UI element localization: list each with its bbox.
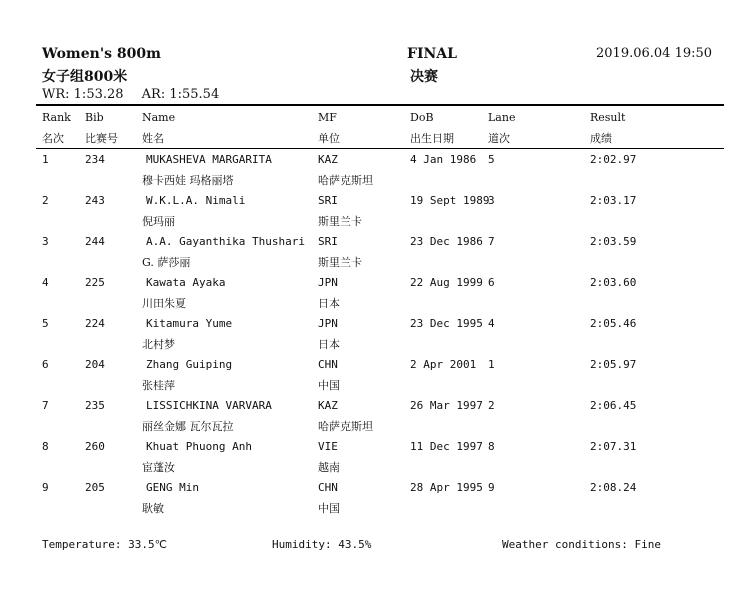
cell-result: 2:03.59	[590, 235, 637, 248]
weather-conditions: Weather conditions: Fine	[502, 538, 661, 551]
cell-lane: 5	[488, 153, 495, 166]
cell-dob: 28 Apr 1995	[410, 481, 483, 494]
cell-mf-zh: 日本	[318, 297, 340, 310]
cell-lane: 9	[488, 481, 495, 494]
cell-mf-zh: 哈萨克斯坦	[318, 420, 373, 433]
cell-mf-zh: 越南	[318, 461, 340, 474]
cell-name-en: GENG Min	[146, 481, 199, 494]
cell-lane: 8	[488, 440, 495, 453]
cell-result: 2:02.97	[590, 153, 637, 166]
cell-lane: 1	[488, 358, 495, 371]
cell-dob: 23 Dec 1986	[410, 235, 483, 248]
cell-bib: 260	[85, 440, 105, 453]
cell-result: 2:06.45	[590, 399, 637, 412]
cell-mf-zh: 斯里兰卡	[318, 256, 362, 269]
cell-bib: 234	[85, 153, 105, 166]
cell-mf-en: VIE	[318, 440, 338, 453]
cell-rank: 9	[42, 481, 49, 494]
cell-mf-zh: 哈萨克斯坦	[318, 174, 373, 187]
asian-record: AR: 1:55.54	[141, 87, 220, 102]
cell-result: 2:07.31	[590, 440, 637, 453]
cell-lane: 3	[488, 194, 495, 207]
cell-rank: 6	[42, 358, 49, 371]
cell-name-en: MUKASHEVA MARGARITA	[146, 153, 272, 166]
col-name-en: Name	[142, 111, 176, 124]
cell-rank: 4	[42, 276, 49, 289]
cell-name-zh: 穆卡西娃 玛格丽塔	[142, 174, 234, 187]
cell-bib: 205	[85, 481, 105, 494]
cell-lane: 6	[488, 276, 495, 289]
cell-name-en: LISSICHKINA VARVARA	[146, 399, 272, 412]
cell-name-zh: 北村梦	[142, 338, 175, 351]
cell-bib: 243	[85, 194, 105, 207]
cell-lane: 7	[488, 235, 495, 248]
cell-lane: 4	[488, 317, 495, 330]
cell-bib: 244	[85, 235, 105, 248]
cell-mf-en: KAZ	[318, 153, 338, 166]
col-bib-zh: 比赛号	[85, 132, 118, 145]
cell-name-en: A.A. Gayanthika Thushari	[146, 235, 305, 248]
col-rank-zh: 名次	[42, 132, 64, 145]
temperature: Temperature: 33.5℃	[42, 538, 167, 551]
cell-rank: 5	[42, 317, 49, 330]
cell-mf-zh: 日本	[318, 338, 340, 351]
cell-name-zh: 宦蓬汝	[142, 461, 175, 474]
cell-mf-en: JPN	[318, 276, 338, 289]
cell-mf-zh: 中国	[318, 502, 340, 515]
cell-name-en: Khuat Phuong Anh	[146, 440, 252, 453]
col-mf-en: MF	[318, 111, 337, 124]
cell-dob: 22 Aug 1999	[410, 276, 483, 289]
event-datetime: 2019.06.04 19:50	[596, 46, 713, 61]
cell-name-zh: 倪玛丽	[142, 215, 175, 228]
col-dob-en: DoB	[410, 111, 434, 124]
cell-rank: 3	[42, 235, 49, 248]
cell-dob: 19 Sept 1989	[410, 194, 490, 207]
cell-result: 2:03.60	[590, 276, 637, 289]
stage-title-zh: 决赛	[410, 69, 438, 85]
header-rule-top	[36, 104, 724, 106]
col-name-zh: 姓名	[142, 132, 164, 145]
cell-name-zh: G. 萨莎丽	[142, 256, 191, 269]
col-result-en: Result	[590, 111, 626, 124]
records-line	[42, 87, 233, 102]
cell-mf-en: CHN	[318, 358, 338, 371]
cell-name-en: W.K.L.A. Nimali	[146, 194, 246, 207]
cell-name-en: Zhang Guiping	[146, 358, 233, 371]
col-rank-en: Rank	[42, 111, 71, 124]
col-bib-en: Bib	[85, 111, 104, 124]
cell-bib: 235	[85, 399, 105, 412]
cell-dob: 26 Mar 1997	[410, 399, 483, 412]
cell-mf-en: JPN	[318, 317, 338, 330]
cell-bib: 224	[85, 317, 105, 330]
cell-name-zh: 张桂萍	[142, 379, 175, 392]
cell-name-zh: 耿敏	[142, 502, 164, 515]
header-rule-bottom	[36, 148, 724, 149]
cell-mf-zh: 斯里兰卡	[318, 215, 362, 228]
cell-mf-zh: 中国	[318, 379, 340, 392]
cell-bib: 204	[85, 358, 105, 371]
cell-rank: 8	[42, 440, 49, 453]
cell-dob: 2 Apr 2001	[410, 358, 477, 371]
humidity: Humidity: 43.5%	[272, 538, 372, 551]
cell-lane: 2	[488, 399, 495, 412]
stage-title-en: FINAL	[407, 46, 457, 62]
cell-name-zh: 丽丝金娜 瓦尔瓦拉	[142, 420, 234, 433]
cell-result: 2:08.24	[590, 481, 637, 494]
cell-dob: 4 Jan 1986	[410, 153, 477, 166]
cell-mf-en: CHN	[318, 481, 338, 494]
cell-name-en: Kitamura Yume	[146, 317, 233, 330]
cell-bib: 225	[85, 276, 105, 289]
col-lane-zh: 道次	[488, 132, 510, 145]
cell-result: 2:05.46	[590, 317, 637, 330]
cell-dob: 23 Dec 1995	[410, 317, 483, 330]
event-title-en: Women's 800m	[42, 46, 161, 62]
cell-result: 2:03.17	[590, 194, 637, 207]
cell-rank: 2	[42, 194, 49, 207]
cell-mf-en: KAZ	[318, 399, 338, 412]
col-dob-zh: 出生日期	[410, 132, 454, 145]
cell-name-en: Kawata Ayaka	[146, 276, 226, 289]
cell-rank: 1	[42, 153, 49, 166]
event-title-zh: 女子组800米	[42, 69, 128, 85]
cell-result: 2:05.97	[590, 358, 637, 371]
cell-dob: 11 Dec 1997	[410, 440, 483, 453]
cell-mf-en: SRI	[318, 194, 338, 207]
cell-name-zh: 川田朱夏	[142, 297, 186, 310]
cell-rank: 7	[42, 399, 49, 412]
col-result-zh: 成绩	[590, 132, 612, 145]
world-record: WR: 1:53.28	[42, 87, 124, 102]
col-lane-en: Lane	[488, 111, 516, 124]
col-mf-zh: 单位	[318, 132, 340, 145]
cell-mf-en: SRI	[318, 235, 338, 248]
